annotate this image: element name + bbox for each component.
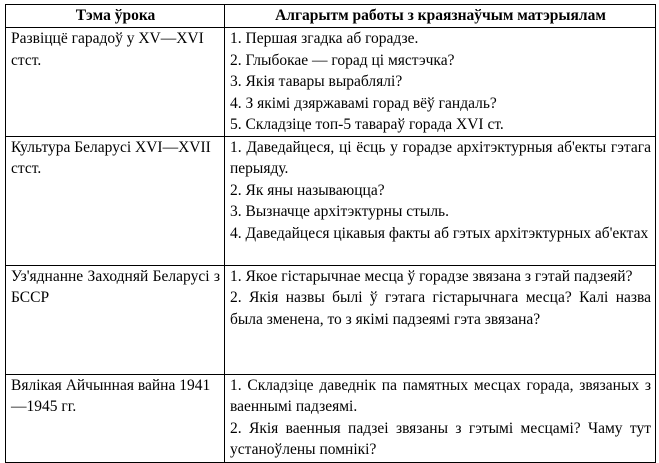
lesson-algorithm-table	[5, 4, 656, 463]
step-item: 1. Складзіце даведнік па памятных месцах горада, звязаных з ваеннымі падзеямі.	[230, 376, 651, 415]
table-row	[6, 28, 656, 137]
step-item: 3. Якія тавары выраблялі?	[230, 73, 403, 90]
table-row	[6, 374, 656, 462]
topic-text: Вялікая Айчынная вайна 1941—1945 гг.	[11, 376, 211, 415]
topic-text: Уз'яднанне Заходняй Беларусі з БССР	[11, 267, 220, 306]
step-item: 2. Глыбокае — горад ці мястэчка?	[230, 51, 455, 69]
header-topic: Тэма ўрока	[6, 5, 225, 28]
algorithm-cell	[225, 265, 656, 374]
step-item: 1. Першая згадка аб горадзе.	[230, 30, 419, 47]
topic-cell	[6, 374, 225, 462]
algorithm-cell	[225, 28, 656, 137]
step-item: 2. Якія ваенныя падзеі звязаны з гэтымі месцамі? Чаму тут устаноўлены помнікі?	[230, 419, 651, 458]
step-item: 4. З якімі дзяржавамі горад вёў гандаль?	[230, 94, 497, 112]
step-item: 1. Даведайцеся, ці ёсць у горадзе архітэктурныя аб'екты гэтага перыяду.	[230, 138, 651, 177]
step-item: 4. Даведайцеся цікавыя факты аб гэтых архітэктурных аб'ектах	[230, 224, 649, 242]
topic-cell	[6, 136, 225, 265]
step-item: 1. Якое гістарычнае месца ў горадзе звязана з гэтай падзеяй?	[230, 267, 633, 285]
algorithm-cell	[225, 136, 656, 265]
algorithm-cell	[225, 374, 656, 462]
header-algorithm: Алгарытм работы з краязнаўчым матэрыялам	[225, 5, 656, 28]
step-item: 3. Вызначце архітэктурны стыль.	[230, 203, 449, 220]
topic-cell	[6, 28, 225, 137]
step-item: 2. Якія назвы былі ў гэтага гістарычнага месца? Калі назва была зменена, то з якімі падзеямі гэта звязана?	[230, 289, 651, 328]
topic-text: Культура Беларусі XVI—XVII стст.	[11, 138, 211, 177]
table-row	[6, 265, 656, 374]
table-header-row	[6, 5, 656, 28]
topic-cell	[6, 265, 225, 374]
step-item: 2. Як яны называюцца?	[230, 181, 385, 199]
step-item: 5. Складзіце топ-5 тавараў горада XVI ст.	[230, 116, 504, 133]
topic-text: Развіццё гарадоў у XV—XVI стст.	[11, 30, 204, 69]
table-row	[6, 136, 656, 265]
